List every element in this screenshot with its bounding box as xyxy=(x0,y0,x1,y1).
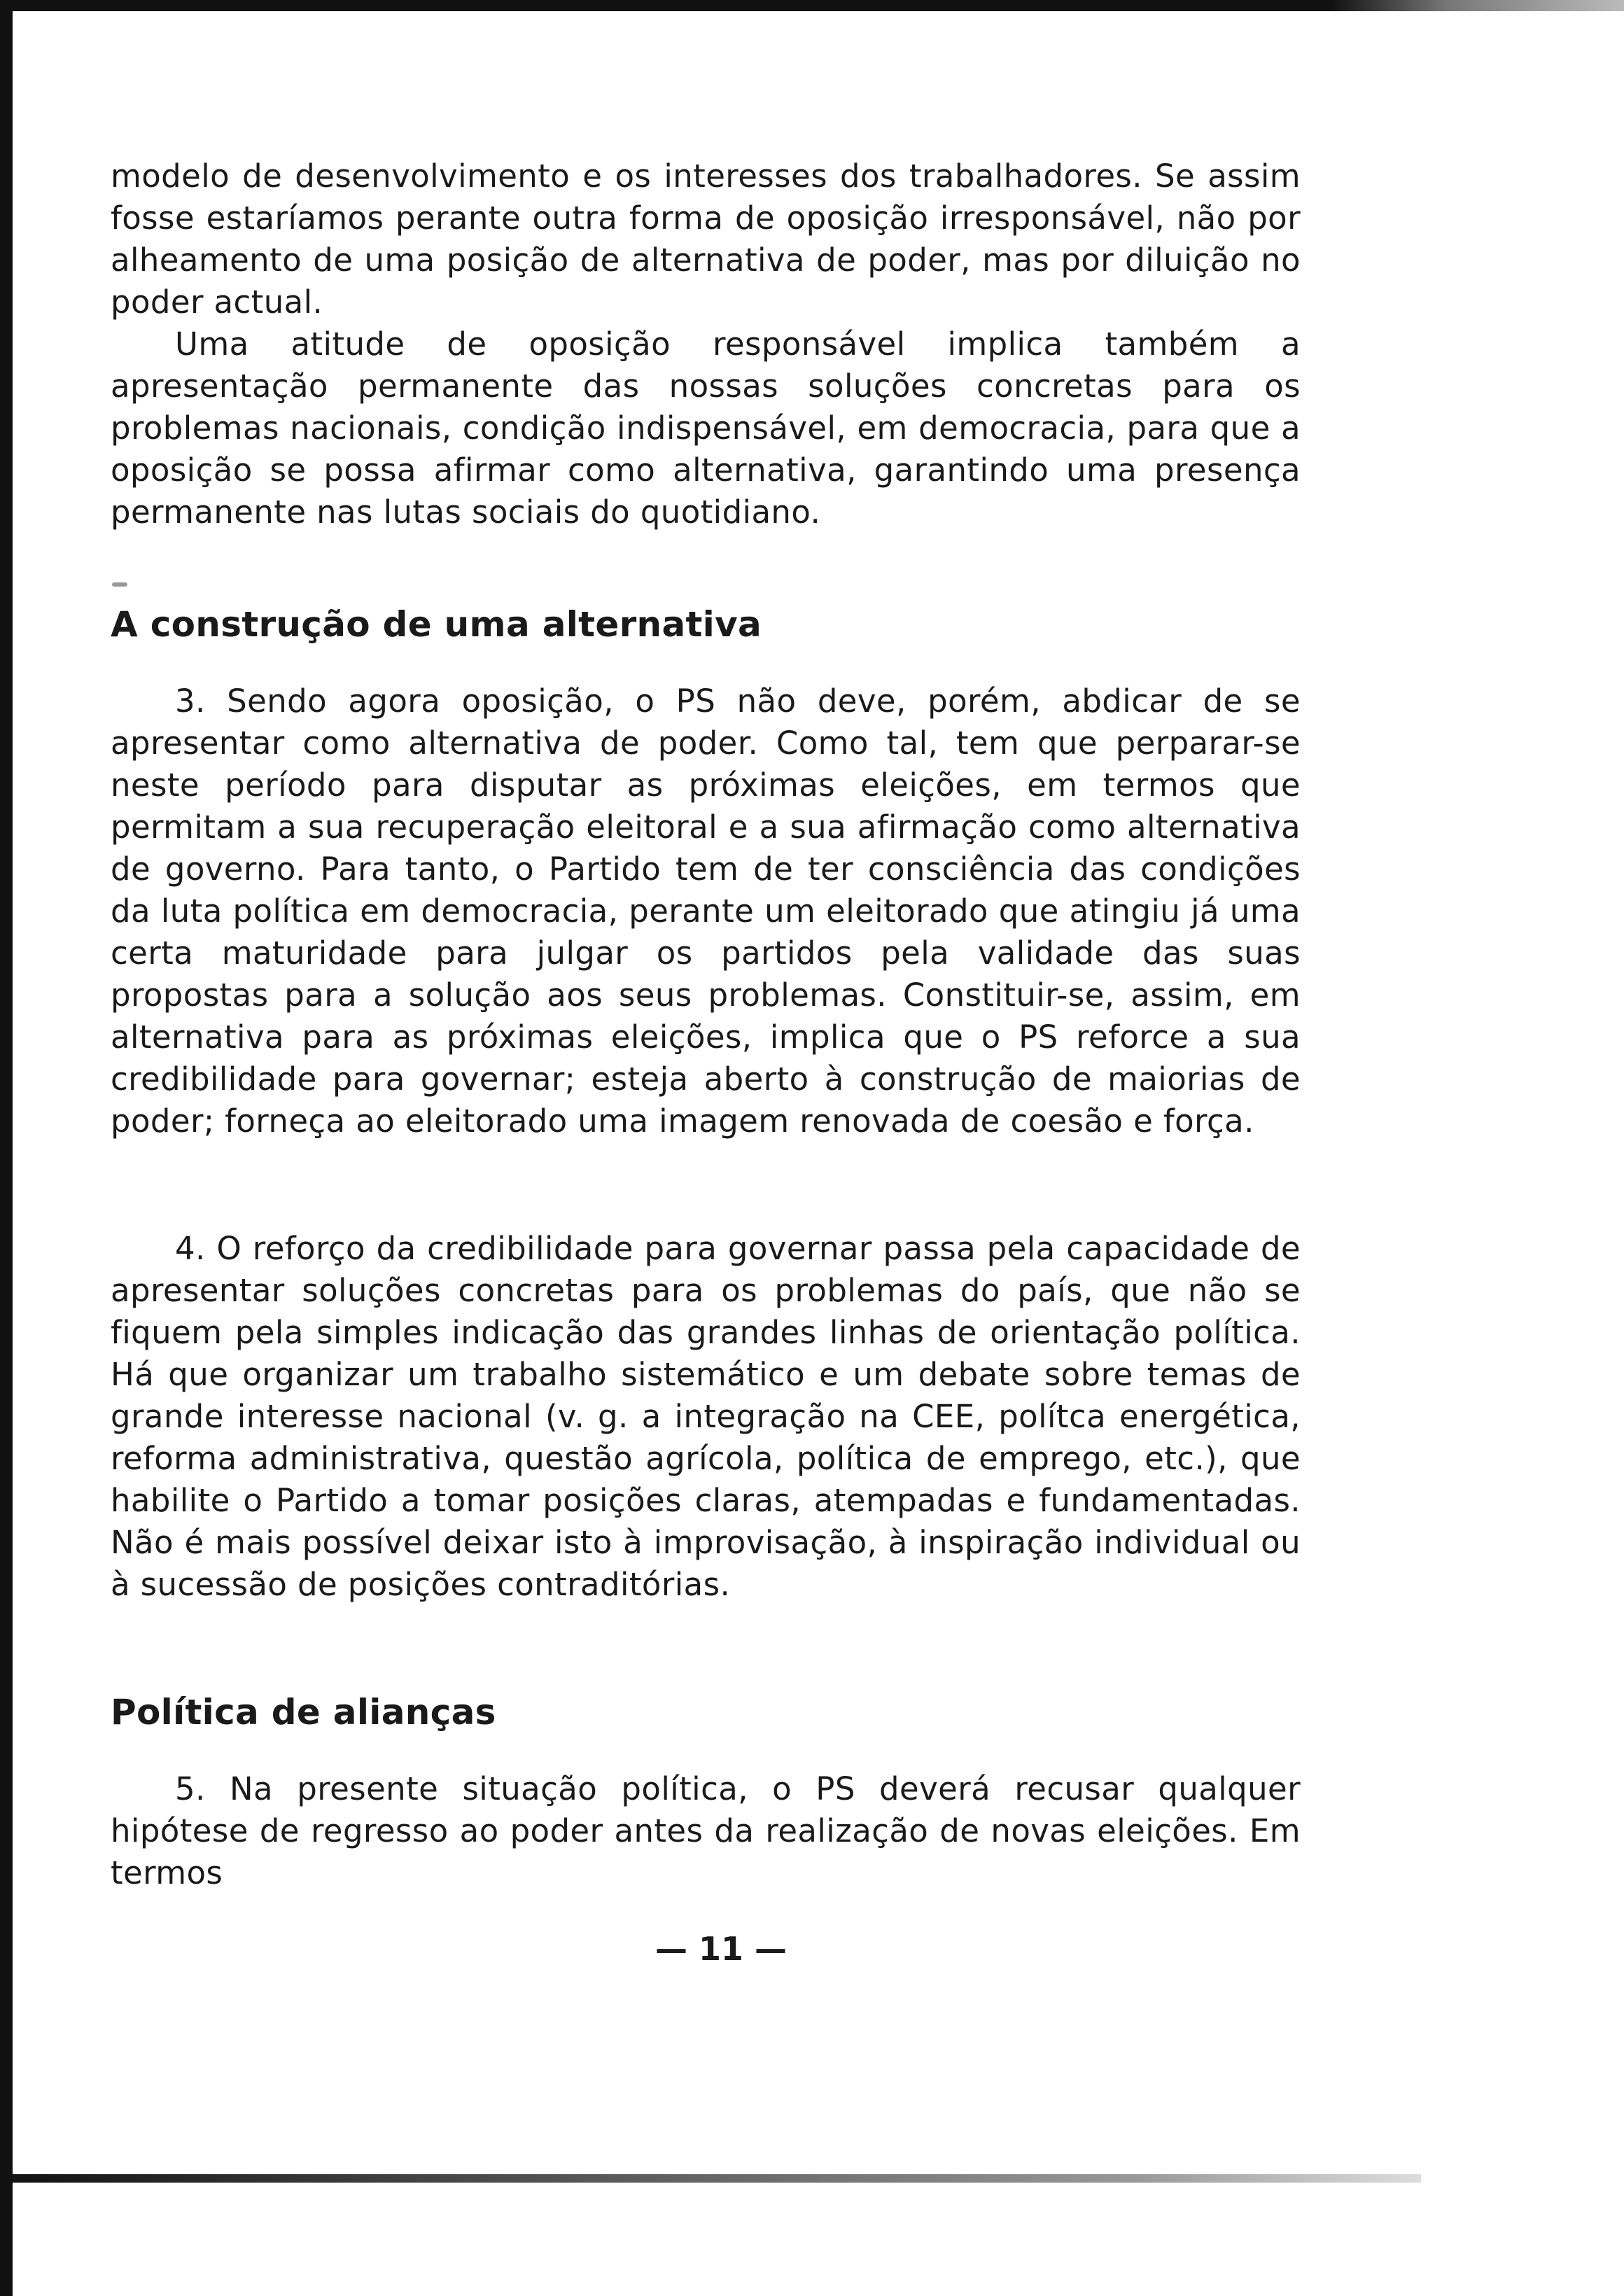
page-number: — 11 — xyxy=(654,1930,788,1968)
paragraph-responsible-opposition: Uma atitude de oposição responsável implica também a apresentação permanente das nossas soluções concretas para os problemas nacionais, condição indispensável, em democracia, para que a oposição se possa afirmar como alternativa, garantindo uma presença permanente nas lutas sociais do quotidiano. xyxy=(111,326,1301,531)
paragraph-point-3: 3. Sendo agora oposição, o PS não deve, porém, abdicar de se apresentar como alternativa de poder. Como tal, tem que perparar-se neste período para disputar as próximas eleições, em termos que permitam a sua recuperação eleitoral e a sua afirmação como alternativa de governo. Para tanto, o Partido tem de ter consciência das condições da luta política em democracia, perante um eleitorado que atingiu já uma certa maturidade para julgar os partidos pela validade das suas propostas para a solução aos seus problemas. Constituir-se, assim, em alternativa para as próximas eleições, implica que o PS reforce a sua credibilidade para governar; esteja aberto à construção de maiorias de poder; forneça ao eleitorado uma imagem renovada de coesão e força. xyxy=(111,682,1301,1140)
scan-edge-bottom xyxy=(0,2174,1421,2183)
page-content xyxy=(111,155,1301,1894)
paragraph-point-5: 5. Na presente situação política, o PS deverá recusar qualquer hipótese de regresso ao poder antes da realização de novas eleições. Em termos xyxy=(111,1770,1301,1891)
paragraph-continuation: modelo de desenvolvimento e os interesses dos trabalhadores. Se assim fosse estaríamos perante outra forma de oposição irresponsável, não por alheamento de uma posição de alternativa de poder, mas por diluição no poder actual. xyxy=(111,158,1301,321)
scan-edge-left xyxy=(0,0,13,2184)
section-heading-alliances: Política de alianças xyxy=(111,1692,496,1732)
paragraph-point-4: 4. O reforço da credibilidade para governar passa pela capacidade de apresentar soluções concretas para os problemas do país, que não se fiquem pela simples indicação das grandes linhas de orientação política. Há que organizar um trabalho sistemático e um debate sobre temas de grande interesse nacional (v. g. a integração na CEE, polítca energética, reforma administrativa, questão agrícola, política de emprego, etc.), que habilite o Partido a tomar posições claras, atempadas e fundamentadas. Não é mais possível deixar isto à improvisação, à inspiração individual ou à sucessão de posições contraditórias. xyxy=(111,1230,1301,1603)
section-heading-alternative: A construção de uma alternativa xyxy=(111,604,762,645)
scan-edge-left-bottom xyxy=(0,2174,13,2296)
scan-edge-top-fade xyxy=(1330,0,1624,11)
